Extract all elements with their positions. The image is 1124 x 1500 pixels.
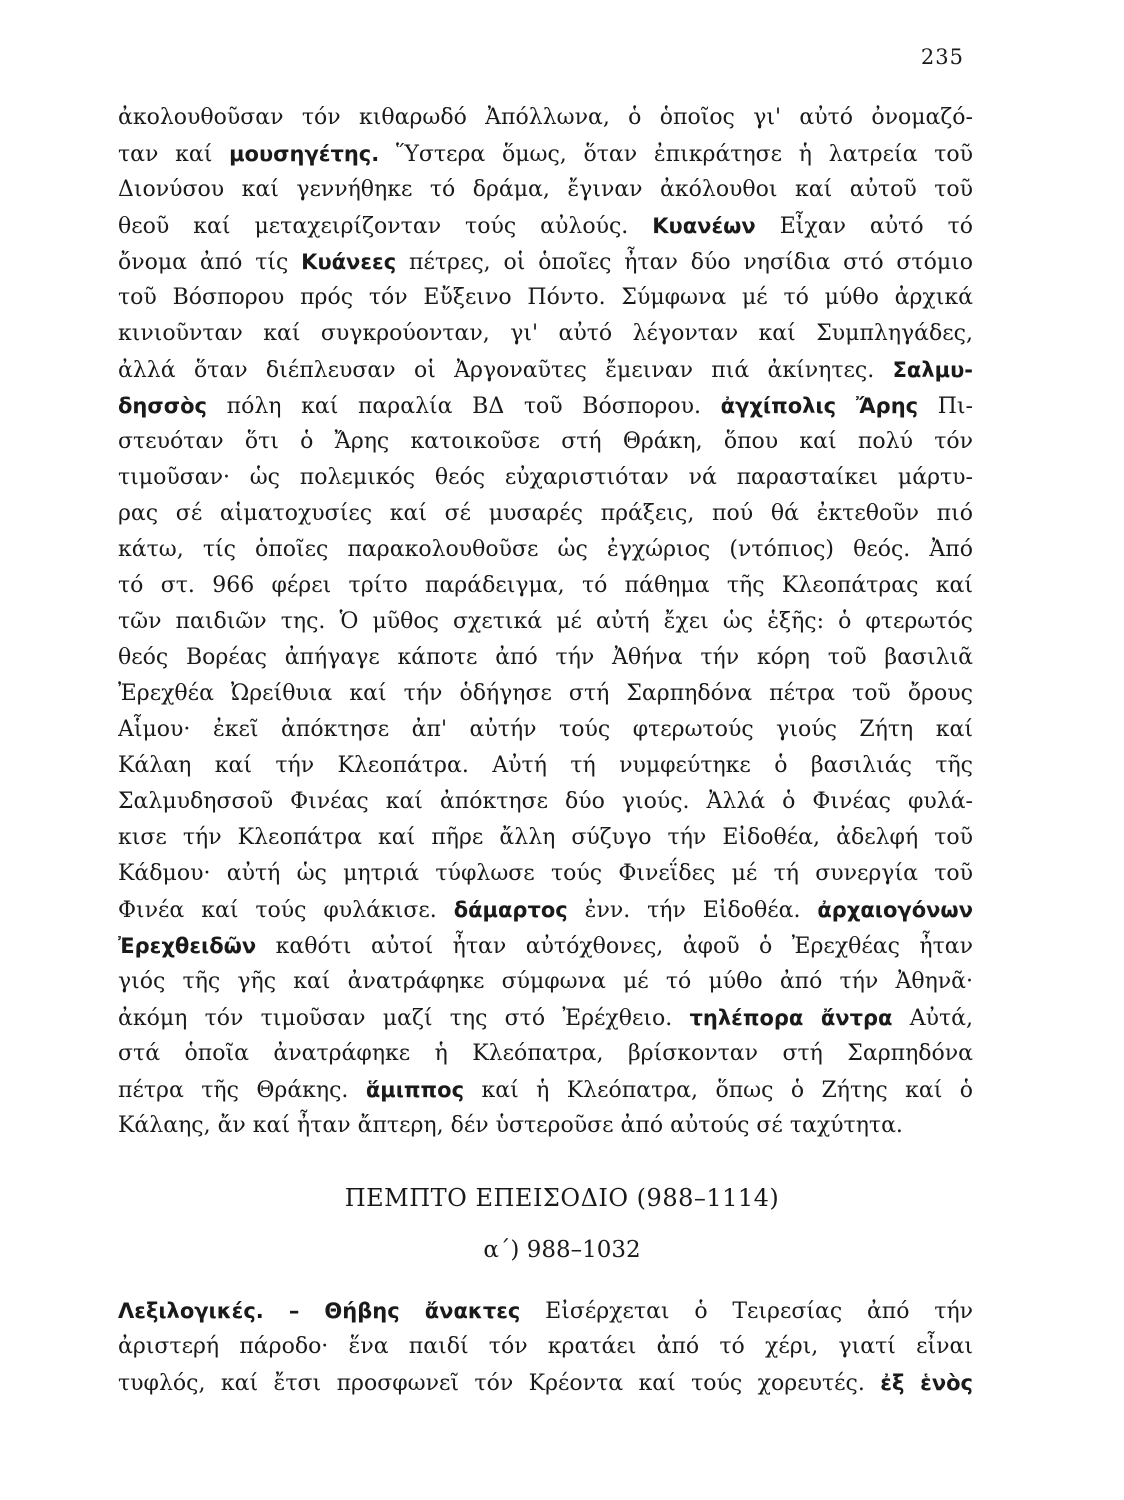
- text-run: Εἰσέρχεται ὁ Τειρεσίας ἀπό τήν: [520, 1299, 973, 1324]
- text-line: [118, 100, 973, 136]
- text-run: τῶν παιδιῶν της. Ὁ μῦθος σχετικά μέ αὐτή ἔχει ὡς ἑξῆς: ὁ φτερωτός: [118, 609, 973, 634]
- glossary-term: ἀγχίπολις Ἄρης: [720, 394, 919, 418]
- lexical-notes-text: [118, 1293, 973, 1401]
- text-run: ἐνν. τήν Εἰδοθέα.: [567, 898, 818, 923]
- text-line: [118, 568, 973, 604]
- text-run: στευόταν ὅτι ὁ Ἄρης κατοικοῦσε στή Θράκη, ὅπου καί πολύ τόν: [118, 429, 973, 454]
- text-line: [118, 1293, 973, 1329]
- text-line: [118, 388, 973, 424]
- glossary-term: δησσὸς: [118, 394, 207, 418]
- text-line: [118, 316, 973, 352]
- text-line: [118, 784, 973, 820]
- text-run: Ἐρεχθέα Ὠρείθυια καί τήν ὁδήγησε στή Σαρπηδόνα πέτρα τοῦ ὄρους: [118, 681, 973, 706]
- text-line: [118, 1108, 973, 1144]
- text-run: Αἷμου· ἐκεῖ ἀπόκτησε ἀπ' αὐτήν τούς φτερωτούς γιούς Ζήτη καί: [118, 717, 973, 742]
- glossary-term: μουσηγέτης.: [229, 142, 380, 166]
- text-line: [118, 1036, 973, 1072]
- text-run: τοῦ Βόσπορου πρός τόν Εὔξεινο Πόντο. Σύμφωνα μέ τό μύθο ἀρχικά: [118, 285, 973, 310]
- text-line: [118, 1072, 973, 1108]
- text-run: Διονύσου καί γεννήθηκε τό δράμα, ἔγιναν ἀκόλουθοι καί αὐτοῦ τοῦ: [118, 177, 973, 202]
- glossary-term: ἅμιππος: [365, 1078, 465, 1102]
- text-run: ρας σέ αἱματοχυσίες καί σέ μυσαρές πράξεις, πού θά ἐκτεθοῦν πιό: [118, 501, 973, 526]
- text-line: [118, 424, 973, 460]
- text-line: [118, 928, 973, 964]
- text-line: [118, 172, 973, 208]
- text-line: [118, 244, 973, 280]
- text-run: κινιοῦνταν καί συγκρούονταν, γι' αὐτό λέγονταν καί Συμπληγάδες,: [118, 321, 973, 346]
- text-run: Κάλαη καί τήν Κλεοπάτρα. Αὐτή τή νυμφεύτηκε ὁ βασιλιάς τῆς: [118, 753, 973, 778]
- text-line: [118, 892, 973, 928]
- text-run: τιμοῦσαν· ὡς πολεμικός θεός εὐχαριστιόταν νά παρασταίκει μάρτυ-: [118, 465, 973, 490]
- text-line: [118, 676, 973, 712]
- glossary-term: τηλέπορα ἄντρα: [689, 1006, 893, 1030]
- text-run: ἀλλά ὅταν διέπλευσαν οἱ Ἀργοναῦτες ἔμειναν πιά ἀκίνητες.: [118, 358, 893, 383]
- text-line: [118, 1329, 973, 1365]
- text-line: [118, 712, 973, 748]
- text-run: καθότι αὐτοί ἦταν αὐτόχθονες, ἀφοῦ ὁ Ἐρεχθέας ἦταν: [256, 934, 973, 959]
- text-run: τό στ. 966 φέρει τρίτο παράδειγμα, τό πάθημα τῆς Κλεοπάτρας καί: [118, 573, 973, 598]
- glossary-term: Σαλμυ-: [892, 358, 973, 382]
- text-run: ταν καί: [118, 142, 230, 167]
- text-line: [118, 352, 973, 388]
- text-line: [118, 820, 973, 856]
- text-line: [118, 460, 973, 496]
- text-run: Φινέα καί τούς φυλάκισε.: [118, 898, 454, 923]
- commentary-text: [118, 100, 973, 1144]
- text-run: καί ἡ Κλεόπατρα, ὅπως ὁ Ζήτης καί ὁ: [464, 1078, 973, 1103]
- glossary-term: Κυανέων: [652, 214, 756, 238]
- section-title: ΠΕΜΠΤΟ ΕΠΕΙΣΟΔΙΟ (988–1114): [344, 1184, 780, 1212]
- text-run: κάτω, τίς ὁποῖες παρακολουθοῦσε ὡς ἐγχώριος (ντόπιος) θεός. Ἀπό: [118, 537, 973, 562]
- text-line: [118, 604, 973, 640]
- text-run: θεοῦ καί μεταχειρίζονταν τούς αὐλούς.: [118, 214, 653, 239]
- glossary-term: ἐξ ἑνὸς: [880, 1371, 973, 1395]
- text-run: Πι-: [918, 394, 973, 419]
- text-run: Αὐτά,: [892, 1006, 973, 1031]
- text-line: [118, 496, 973, 532]
- glossary-term: δάμαρτος: [453, 898, 568, 922]
- text-run: πέτρες, οἱ ὁποῖες ἦταν δύο νησίδια στό στόμιο: [396, 250, 973, 275]
- text-run: ἀριστερή πάροδο· ἕνα παιδί τόν κρατάει ἀπό τό χέρι, γιατί εἶναι: [118, 1334, 973, 1359]
- glossary-term: Κυάνεες: [301, 250, 397, 274]
- text-run: Ὕστερα ὅμως, ὅταν ἐπικράτησε ἡ λατρεία τοῦ: [379, 142, 973, 167]
- glossary-term: Ἐρεχθειδῶν: [118, 934, 257, 958]
- text-line: [118, 1365, 973, 1401]
- text-run: τυφλός, καί ἔτσι προσφωνεῖ τόν Κρέοντα καί τούς χορευτές.: [118, 1371, 881, 1396]
- text-run: Σαλμυδησσοῦ Φινέας καί ἀπόκτησε δύο γιούς. Ἀλλά ὁ Φινέας φυλά-: [118, 789, 973, 814]
- text-run: γιός τῆς γῆς καί ἀνατράφηκε σύμφωνα μέ τό μύθο ἀπό τήν Ἀθηνᾶ·: [118, 969, 973, 994]
- text-line: [118, 280, 973, 316]
- text-run: Κάλαης, ἄν καί ἦταν ἄπτερη, δέν ὑστεροῦσε ἀπό αὐτούς σέ ταχύτητα.: [118, 1113, 903, 1138]
- text-line: [118, 532, 973, 568]
- text-run: κισε τήν Κλεοπάτρα καί πῆρε ἄλλη σύζυγο τήν Εἰδοθέα, ἀδελφή τοῦ: [118, 825, 973, 850]
- page-number: 235: [920, 45, 964, 69]
- text-line: [118, 748, 973, 784]
- glossary-term: Λεξιλογικές. – Θήβης ἄνακτες: [118, 1299, 521, 1323]
- text-line: [118, 1000, 973, 1036]
- text-line: [118, 964, 973, 1000]
- glossary-term: ἀρχαιογόνων: [817, 898, 973, 922]
- text-run: πόλη καί παραλία ΒΔ τοῦ Βόσπορου.: [206, 394, 721, 419]
- text-run: ὄνομα ἀπό τίς: [118, 250, 302, 275]
- text-run: Κάδμου· αὐτή ὡς μητριά τύφλωσε τούς Φινεΐδες μέ τή συνεργία τοῦ: [118, 861, 973, 886]
- text-line: [118, 640, 973, 676]
- text-line: [118, 856, 973, 892]
- text-run: Εἶχαν αὐτό τό: [755, 214, 973, 239]
- text-run: στά ὁποῖα ἀνατράφηκε ἡ Κλεόπατρα, βρίσκονταν στή Σαρπηδόνα: [118, 1041, 973, 1066]
- text-run: ἀκόμη τόν τιμοῦσαν μαζί της στό Ἐρέχθειο.: [118, 1006, 690, 1031]
- text-line: [118, 208, 973, 244]
- subsection-title: α΄) 988–1032: [483, 1237, 641, 1263]
- text-run: πέτρα τῆς Θράκης.: [118, 1078, 366, 1103]
- text-line: [118, 136, 973, 172]
- text-run: θεός Βορέας ἀπήγαγε κάποτε ἀπό τήν Ἀθήνα τήν κόρη τοῦ βασιλιᾶ: [118, 645, 973, 670]
- text-run: ἀκολουθοῦσαν τόν κιθαρωδό Ἀπόλλωνα, ὁ ὁποῖος γι' αὐτό ὀνομαζό-: [118, 105, 973, 130]
